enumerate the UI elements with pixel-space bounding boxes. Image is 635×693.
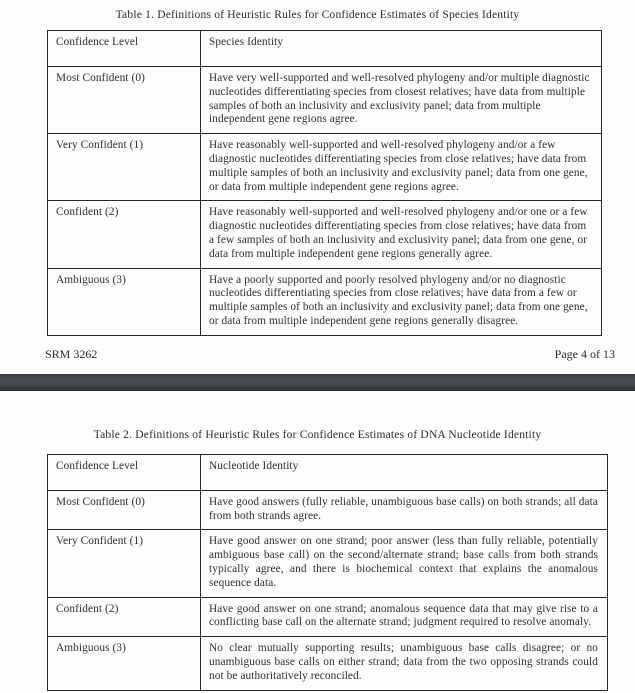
table-row — [48, 134, 602, 201]
definition-cell: Have good answer on one strand; anomalous sequence data that may give rise to a conflicting base call on the alternate strand; judgment required to resolve anomaly. — [201, 597, 608, 637]
table2-caption: Table 2. Definitions of Heuristic Rules for Confidence Estimates of DNA Nucleotide Identity — [93, 428, 542, 441]
table-header-row — [48, 31, 602, 67]
table-row — [48, 597, 608, 637]
confidence-level-cell: Confident (2) — [48, 201, 201, 268]
confidence-level-cell: Very Confident (1) — [48, 530, 201, 597]
table1-caption: Table 1. Definitions of Heuristic Rules for Confidence Estimates of Species Identity — [115, 9, 520, 21]
footer-page-number: Page 4 of 13 — [554, 346, 615, 361]
confidence-level-cell: Ambiguous (3) — [48, 637, 201, 690]
table-row — [48, 637, 608, 690]
footer-document-id: SRM 3262 — [45, 346, 98, 361]
species-identity-table — [47, 30, 602, 336]
page-separator-bar — [0, 374, 635, 391]
confidence-level-cell: Most Confident (0) — [48, 490, 201, 530]
definition-cell: Have a poorly supported and poorly resolved phylogeny and/or no diagnostic nucleotides differentiating species from close relatives; have data from a few or multiple samples of both an inclusivity and exclusivity panel; data from one gene, or data from multiple independent gene regions generally disagree. — [201, 268, 602, 335]
table-header-row — [48, 454, 608, 490]
table-row — [48, 490, 608, 530]
column-header-confidence-level: Confidence Level — [48, 31, 201, 67]
confidence-level-cell: Confident (2) — [48, 597, 201, 637]
definition-cell: No clear mutually supporting results; unambiguous base calls disagree; or no unambiguous base calls on either strand; data from the two opposing strands could not be authoritatively reconciled. — [201, 637, 608, 690]
confidence-level-cell: Very Confident (1) — [48, 134, 201, 201]
table-row — [48, 201, 602, 268]
definition-cell: Have good answers (fully reliable, unambiguous base calls) on both strands; all data from both strands agree. — [201, 490, 608, 530]
column-header-species-identity: Species Identity — [201, 31, 602, 67]
confidence-level-cell: Ambiguous (3) — [48, 268, 201, 335]
definition-cell: Have good answer on one strand; poor answer (less than fully reliable, potentially ambiguous base call) on the second/alternate strand; base calls from both strands typically agree, and there is biochemical context that explains the anomalous sequence data. — [201, 530, 608, 597]
page-footer — [0, 347, 635, 361]
definition-cell: Have reasonably well-supported and well-resolved phylogeny and/or a few diagnostic nucleotides differentiating species from close relatives; have data from multiple samples of both an inclusivity and exclusivity panel; data from one gene, or data from multiple independent gene regions agree. — [201, 134, 602, 201]
table-row — [48, 268, 602, 335]
definition-cell: Have reasonably well-supported and well-resolved phylogeny and/or one or a few diagnostic nucleotides differentiating species from close relatives; have data from a few samples of both an inclusivity and exclusivity panel; data from one gene, or data from multiple independent gene regions generally agree. — [201, 201, 602, 268]
nucleotide-identity-table — [47, 454, 608, 691]
table-row — [48, 530, 608, 597]
confidence-level-cell: Most Confident (0) — [48, 67, 201, 134]
table-row — [48, 67, 602, 134]
document-page-5 — [0, 391, 635, 691]
definition-cell: Have very well-supported and well-resolved phylogeny and/or multiple diagnostic nucleotides differentiating species from closest relatives; have data from multiple samples of both an inclusivity and exclusivity panel; data from multiple independent gene regions agree. — [201, 67, 602, 134]
column-header-nucleotide-identity: Nucleotide Identity — [201, 454, 608, 490]
column-header-confidence-level: Confidence Level — [48, 454, 201, 490]
